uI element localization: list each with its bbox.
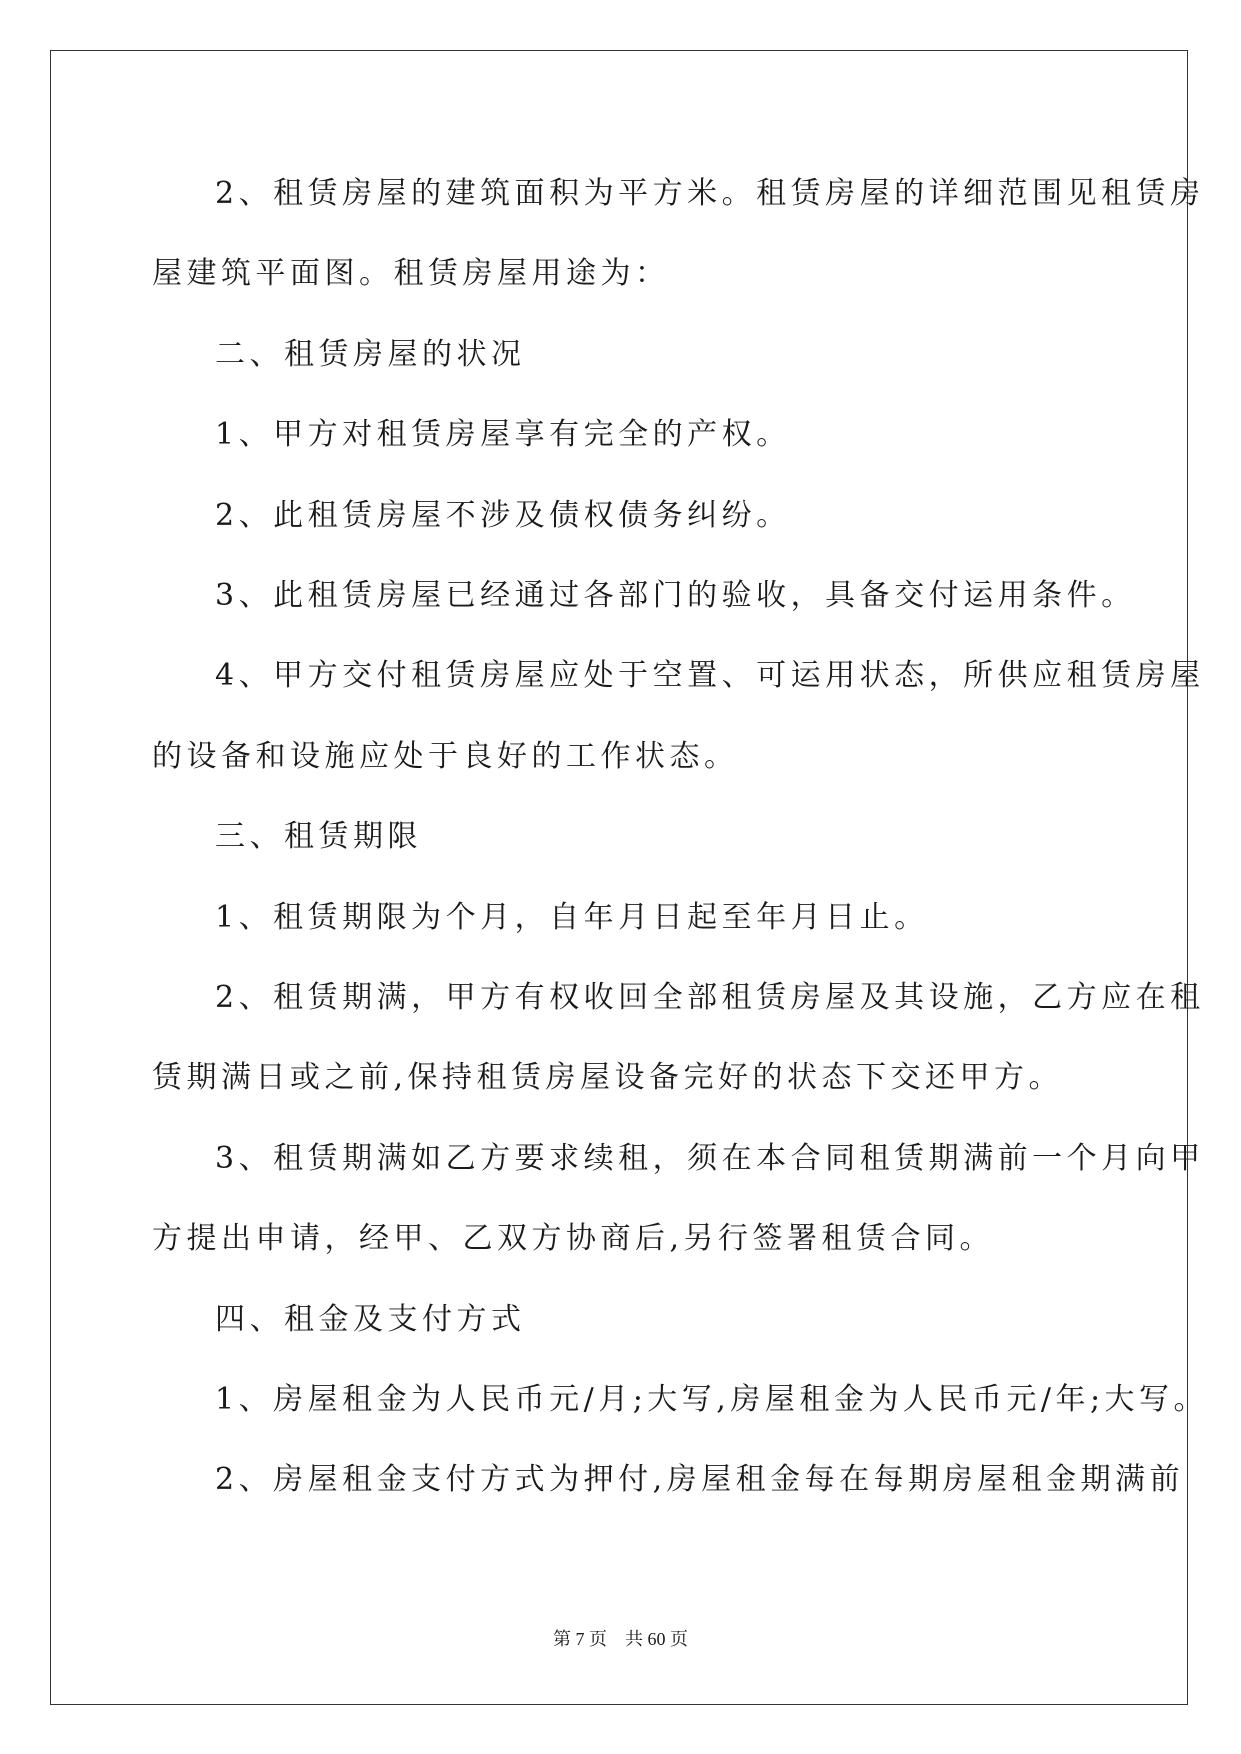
section-heading: 四、租金及支付方式 [215,1302,526,1337]
paragraph-line: 屋建筑平面图。租赁房屋用途为： [152,256,670,291]
paragraph-line: 4、甲方交付租赁房屋应处于空置、可运用状态，所供应租赁房屋 [215,658,1205,693]
paragraph-line: 2、房屋租金支付方式为押付,房屋租金每在每期房屋租金期满前 [215,1462,1185,1497]
paragraph-line: 2、租赁房屋的建筑面积为平方米。租赁房屋的详细范围见租赁房 [215,176,1205,211]
paragraph-line: 1、甲方对租赁房屋享有完全的产权。 [215,417,791,452]
page-total: 共 60 页 [625,1629,688,1649]
page-border [50,50,1188,1705]
paragraph-line: 的设备和设施应处于良好的工作状态。 [152,739,739,774]
paragraph-line: 2、此租赁房屋不涉及债权债务纠纷。 [215,498,791,533]
section-heading: 二、租赁房屋的状况 [215,337,526,372]
paragraph-line: 方提出申请，经甲、乙双方协商后,另行签署租赁合同。 [152,1221,995,1256]
page-footer [0,1627,1241,1651]
section-heading: 三、租赁期限 [215,819,422,854]
paragraph-line: 2、租赁期满，甲方有权收回全部租赁房屋及其设施，乙方应在租 [215,980,1205,1015]
paragraph-line: 1、房屋租金为人民币元/月;大写,房屋租金为人民币元/年;大写。 [215,1382,1209,1417]
page-number: 第 7 页 [553,1629,607,1649]
paragraph-line: 3、租赁期满如乙方要求续租，须在本合同租赁期满前一个月向甲 [215,1141,1205,1176]
paragraph-line: 3、此租赁房屋已经通过各部门的验收，具备交付运用条件。 [215,578,1136,613]
paragraph-line: 赁期满日或之前,保持租赁房屋设备完好的状态下交还甲方。 [152,1060,1064,1095]
paragraph-line: 1、租赁期限为个月，自年月日起至年月日止。 [215,900,929,935]
